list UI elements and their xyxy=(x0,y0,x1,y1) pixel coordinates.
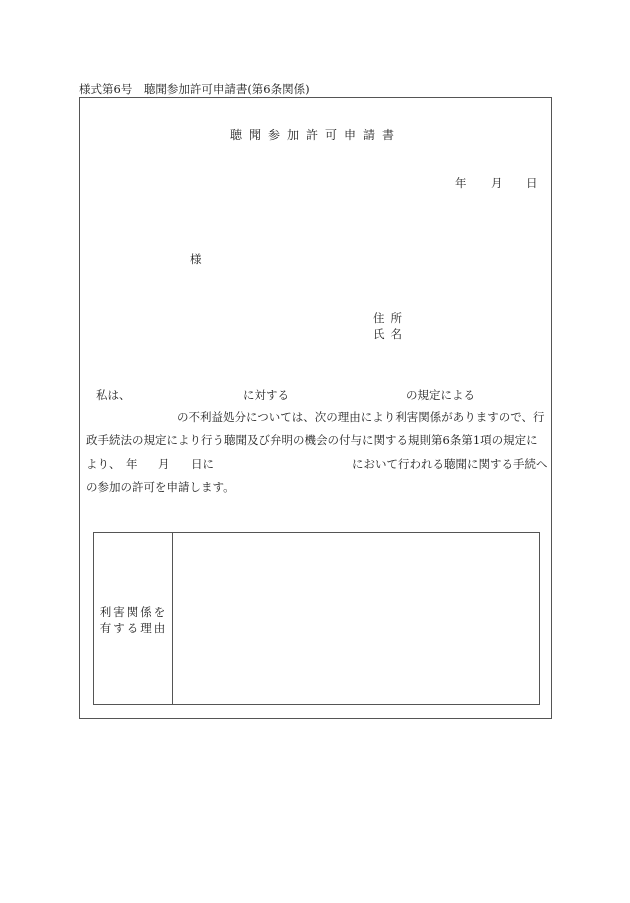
reason-label-line-2: 有する理由 xyxy=(99,621,168,635)
reason-label-line-1: 利害関係を xyxy=(99,605,168,619)
reason-input-cell[interactable] xyxy=(173,533,539,704)
document-title: 聴聞参加許可申請書 xyxy=(229,128,401,142)
body-line-4-day: 日に xyxy=(191,457,214,471)
date-day-label: 日 xyxy=(526,176,538,190)
applicant-address-label: 住所 xyxy=(373,311,408,325)
form-number-label: 様式第6号 聴聞参加許可申請書(第6条関係) xyxy=(79,82,310,96)
reason-label-cell xyxy=(94,533,173,704)
body-line-4-year: 年 xyxy=(126,457,138,471)
addressee-honorific: 様 xyxy=(190,252,202,266)
application-form-frame xyxy=(79,97,552,719)
body-line-4-month: 月 xyxy=(158,457,170,471)
body-line-2: の不利益処分については、次の理由により利害関係がありますので、行 xyxy=(177,410,545,424)
reason-table xyxy=(93,532,540,705)
body-line-1a: 私は、 xyxy=(96,388,131,402)
body-line-3: 政手続法の規定により行う聴聞及び弁明の機会の付与に関する規則第6条第1項の規定に xyxy=(86,433,538,447)
body-line-4e: において行われる聴聞に関する手続へ xyxy=(352,457,548,471)
body-line-1c: の規定による xyxy=(406,388,475,402)
body-line-5: の参加の許可を申請します。 xyxy=(86,480,235,494)
applicant-name-label: 氏名 xyxy=(373,327,408,341)
date-month-label: 月 xyxy=(491,176,503,190)
date-year-label: 年 xyxy=(455,176,467,190)
body-line-4a: より、 xyxy=(86,457,121,471)
body-line-1b: に対する xyxy=(243,388,289,402)
